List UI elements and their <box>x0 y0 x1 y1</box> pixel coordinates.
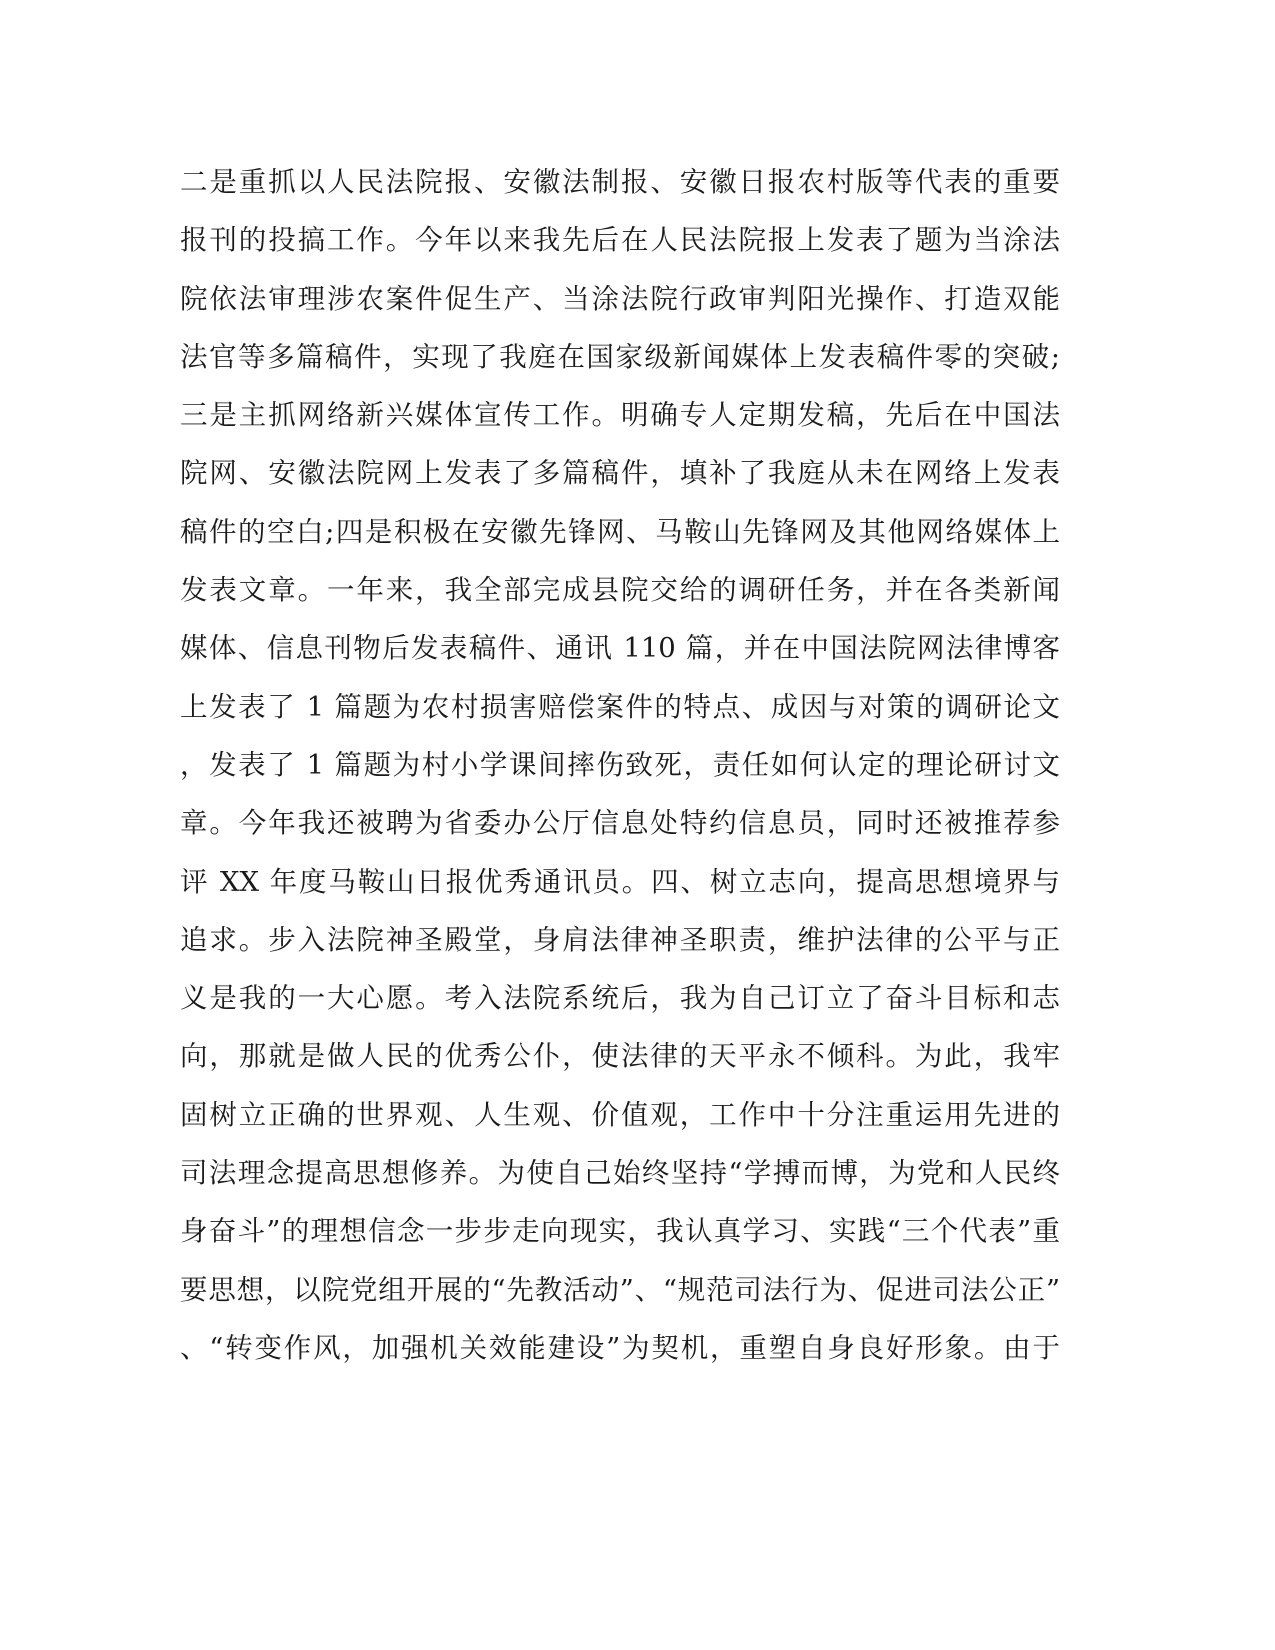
text-line: 三是主抓网络新兴媒体宣传工作。明确专人定期发稿，先后在中国法 <box>180 399 1060 432</box>
text-line: 评 XX 年度马鞍山日报优秀通讯员。四、树立志向，提高思想境界与 <box>180 865 1060 898</box>
text-line: 要思想，以院党组开展的“先教活动”、“规范司法行为、促进司法公正” <box>180 1273 1060 1306</box>
text-line: 向，那就是做人民的优秀公仆，使法律的天平永不倾科。为此，我牢 <box>180 1040 1060 1073</box>
text-line: ，发表了 1 篇题为村小学课间摔伤致死，责任如何认定的理论研讨文 <box>180 748 1060 781</box>
text-line: 法官等多篇稿件，实现了我庭在国家级新闻媒体上发表稿件零的突破; <box>180 340 1060 373</box>
text-line: 义是我的一大心愿。考入法院系统后，我为自己订立了奋斗目标和志 <box>180 982 1060 1015</box>
text-line: 院依法审理涉农案件促生产、当涂法院行政审判阳光操作、打造双能 <box>180 282 1060 315</box>
text-line: 追求。步入法院神圣殿堂，身肩法律神圣职责，维护法律的公平与正 <box>180 923 1060 956</box>
text-line: 报刊的投搞工作。今年以来我先后在人民法院报上发表了题为当涂法 <box>180 224 1060 257</box>
text-line: 固树立正确的世界观、人生观、价值观，工作中十分注重运用先进的 <box>180 1098 1060 1131</box>
text-line: 稿件的空白;四是积极在安徽先锋网、马鞍山先锋网及其他网络媒体上 <box>180 515 1060 548</box>
text-line: 司法理念提高思想修养。为使自己始终坚持“学搏而博，为党和人民终 <box>180 1157 1060 1190</box>
text-line: 章。今年我还被聘为省委办公厅信息处特约信息员，同时还被推荐参 <box>180 807 1060 840</box>
body-text <box>180 160 1060 1384</box>
text-line: 身奋斗”的理想信念一步步走向现实，我认真学习、实践“三个代表”重 <box>180 1215 1060 1248</box>
text-line: 发表文章。一年来，我全部完成县院交给的调研任务，并在各类新闻 <box>180 574 1060 607</box>
text-line: 二是重抓以人民法院报、安徽法制报、安徽日报农村版等代表的重要 <box>180 166 1060 198</box>
text-line: 上发表了 1 篇题为农村损害赔偿案件的特点、成因与对策的调研论文 <box>180 690 1060 723</box>
text-line: 、“转变作风，加强机关效能建设”为契机，重塑自身良好形象。由于 <box>180 1331 1060 1364</box>
text-line: 媒体、信息刊物后发表稿件、通讯 110 篇，并在中国法院网法律博客 <box>180 632 1060 665</box>
text-line: 院网、安徽法院网上发表了多篇稿件，填补了我庭从未在网络上发表 <box>180 457 1060 490</box>
